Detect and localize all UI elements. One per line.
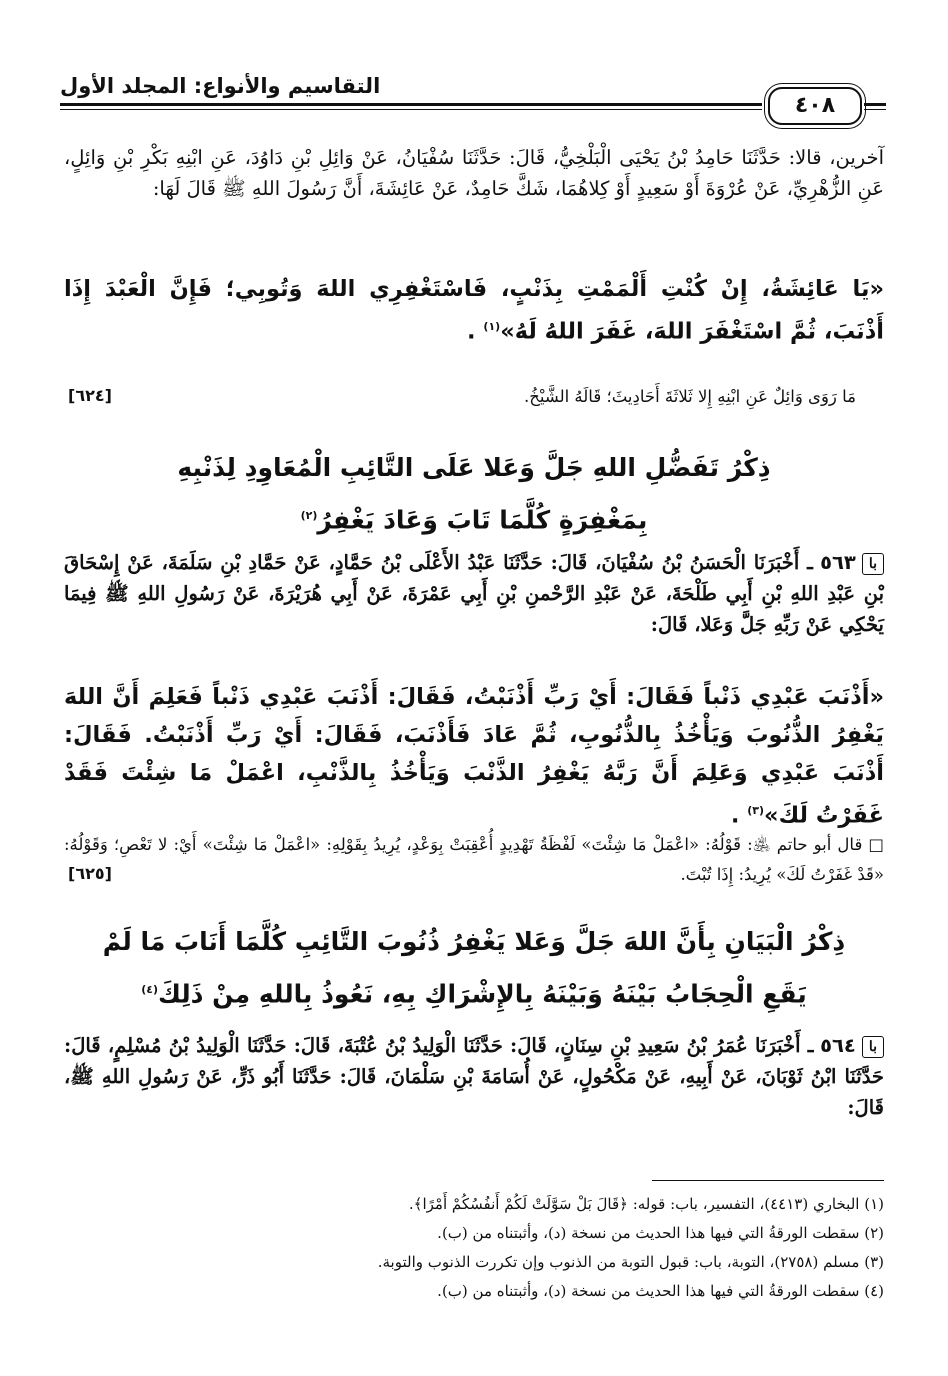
- isnad-paragraph-1: [64, 142, 884, 204]
- footnote-1: (١) البخاري (٤٤١٣)، التفسير، باب: قوله: ﴿قَالَ بَلْ سَوَّلَتْ لَكُمْ أَنفُسُكُمْ أَمْرًا﴾.: [408, 1195, 884, 1213]
- hadith-matn: «أَذْنَبَ عَبْدِي ذَنْباً فَقَالَ: أَيْ رَبِّ أَذْنَبْتُ، فَقَالَ: أَذْنَبَ عَبْدِي ذَنْباً فَعَلِمَ أَنَّ اللهَ يَغْفِرُ الذُّنُوبَ وَيَأْخُذُ بِالذُّنُوبِ، ثُمَّ عَادَ فَأَذْنَبَ، فَقَالَ: أَيْ رَبِّ أَذْنَبْتُ. فَقَالَ: أَذْنَبَ عَبْدِي وَعَلِمَ أَنَّ رَبَّهُ يَغْفِرُ الذَّنْبَ وَيَأْخُذُ بِالذَّنْبِ، اعْمَلْ مَا شِئْتَ فَقَدْ غَفَرْتُ لَكَ»: [64, 684, 884, 829]
- page-header: [60, 70, 886, 126]
- isnad-text: ـ أَخْبَرَنَا عُمَرُ بْنُ سَعِيدِ بْنِ سِنَانٍ، قَالَ: حَدَّثَنَا الْوَلِيدُ بْنُ عُتْبَةَ، قَالَ: حَدَّثَنَا الْوَلِيدُ بْنُ مُسْلِمٍ، قَالَ: حَدَّثَنَا ابْنُ ثَوْبَانَ، عَنْ أَبِيهِ، عَنْ مَكْحُولٍ، عَنْ أُسَامَةَ بْنِ سَلْمَانَ، قَالَ: حَدَّثَنَا أَبُو ذَرٍّ، عَنْ رَسُولِ اللهِ ﷺ، قَالَ:: [64, 1034, 884, 1119]
- footnotes: [64, 1190, 884, 1306]
- hadith-number: ٥٦٤: [820, 1034, 856, 1057]
- abu-hatim-comment: [64, 830, 884, 890]
- chapter-heading-2: [70, 918, 878, 1018]
- footnote-4: (٤) سقطت الورقةُ التي فيها هذا الحديث من نسخة (د)، وأثبتناه من (ب).: [437, 1282, 884, 1300]
- heading-line: ذِكْرُ الْبَيَانِ بِأَنَّ اللهَ جَلَّ وَعَلا يَغْفِرُ ذُنُوبَ التَّائِبِ كُلَّمَا أَنَابَ مَا لَمْ: [102, 927, 846, 956]
- chapter-heading-1: [70, 444, 878, 544]
- header-rule-thin: [60, 109, 762, 110]
- remark-text: مَا رَوَى وَائِلٌ عَنِ ابْنِهِ إِلا ثَلاثَةَ أَحَادِيثَ؛ قَالَهُ الشَّيْخُ.: [523, 387, 856, 406]
- footnote-2: (٢) سقطت الورقةُ التي فيها هذا الحديث من نسخة (د)، وأثبتناه من (ب).: [437, 1224, 884, 1242]
- remark-line: [64, 382, 856, 412]
- hadith-563-matn: «أَذْنَبَ عَبْدِي ذَنْباً فَقَالَ: أَيْ رَبِّ أَذْنَبْتُ، فَقَالَ: أَذْنَبَ عَبْدِي ذَنْباً فَعَلِمَ أَنَّ اللهَ يَغْفِرُ الذُّنُوبَ وَيَأْخُذُ بِالذُّنُوبِ، ثُمَّ عَادَ فَأَذْنَبَ، فَقَالَ: أَيْ رَبِّ أَذْنَبْتُ. فَقَالَ: أَذْنَبَ عَبْدِي وَعَلِمَ أَنَّ رَبَّهُ يَغْفِرُ الذَّنْبَ وَيَأْخُذُ بِالذَّنْبِ، اعْمَلْ مَا شِئْتَ فَقَدْ غَفَرْتُ لَكَ»$^{(٣)}$ .: [64, 684, 884, 829]
- hadith-564-isnad: [64, 1030, 884, 1123]
- footnote-separator: [652, 1180, 884, 1181]
- comment-text: □ قال أبو حاتم ﵁: قَوْلُهُ: «اعْمَلْ مَا شِئْتَ» لَفْظَةُ تَهْدِيدٍ أُعْقِبَتْ بِوَعْدٍ، يُرِيدُ بِقَوْلِهِ: «اعْمَلْ مَا شِئْتَ» أَيْ: لا تَعْصِ؛ وَقَوْلُهُ: «قَدْ غَفَرْتُ لَكَ» يُرِيدُ: إِذَا تُبْتَ.: [64, 835, 884, 884]
- hadith-matn: «يَا عَائِشَةُ، إِنْ كُنْتِ أَلْمَمْتِ بِذَنْبٍ، فَاسْتَغْفِرِي اللهَ وَتُوبِي؛ فَإِنَّ الْعَبْدَ إِذَا أَذْنَبَ، ثُمَّ اسْتَغْفَرَ اللهَ، غَفَرَ اللهُ لَهُ»: [64, 276, 884, 345]
- header-rule-thick: [60, 103, 762, 106]
- hadith-563-isnad: [64, 547, 884, 640]
- header-rule-right-thin: [864, 109, 886, 110]
- footnote-marker: (٢): [300, 509, 318, 522]
- hadith-text-1: «يَا عَائِشَةُ، إِنْ كُنْتِ أَلْمَمْتِ بِذَنْبٍ، فَاسْتَغْفِرِي اللهَ وَتُوبِي؛ فَإِنَّ الْعَبْدَ إِذَا أَذْنَبَ، ثُمَّ اسْتَغْفَرَ اللهَ، غَفَرَ اللهُ لَهُ»$^{(١)}$ .: [64, 276, 884, 345]
- footnote-marker: (١): [483, 320, 501, 333]
- footnote-marker: (٣): [747, 804, 765, 817]
- running-title: التقاسيم والأنواع: المجلد الأول: [60, 74, 381, 98]
- hadith-ornament-icon: ﺑﺎ: [862, 553, 884, 575]
- page-number: ٤٠٨: [768, 87, 862, 125]
- heading-line: يَقَعِ الْحِجَابُ بَيْنَهُ وَبَيْنَهُ بِالإِشْرَاكِ بِهِ، نَعُوذُ بِاللهِ مِنْ ذَلِكَ: [157, 979, 807, 1009]
- hadith-ornament-icon: ﺑﺎ: [862, 1036, 884, 1058]
- reference-number-624: [٦٢٤]: [68, 386, 112, 405]
- footnote-marker: (٤): [141, 983, 158, 996]
- isnad-text: آخرين، قالا: حَدَّثَنَا حَامِدُ بْنُ يَحْيَى الْبَلْخِيُّ، قَالَ: حَدَّثَنَا سُفْيَانُ، عَنْ وَائِلِ بْنِ دَاوُدَ، عَنِ ابْنِهِ بَكْرِ بْنِ وَائِلٍ، عَنِ الزُّهْرِيِّ، عَنْ عُرْوَةَ أَوْ سَعِيدٍ أَوْ كِلاهُمَا، شَكَّ حَامِدٌ، عَنْ عَائِشَةَ، أَنَّ رَسُولَ اللهِ ﷺ قَالَ لَهَا:: [64, 146, 884, 200]
- hadith-number: ٥٦٣: [820, 551, 856, 574]
- isnad-text: ـ أَخْبَرَنَا الْحَسَنُ بْنُ سُفْيَانَ، قَالَ: حَدَّثَنَا عَبْدُ الأَعْلَى بْنُ حَمَّادٍ، عَنْ حَمَّادِ بْنِ سَلَمَةَ، عَنْ إِسْحَاقَ بْنِ عَبْدِ اللهِ بْنِ أَبِي طَلْحَةَ، عَنْ عَبْدِ الرَّحْمنِ بْنِ أَبِي عَمْرَةَ، عَنْ أَبِي هُرَيْرَةَ، عَنْ رَسُولِ اللهِ ﷺ فِيمَا يَحْكِي عَنْ رَبِّهِ جَلَّ وَعَلا، قَالَ:: [64, 551, 884, 636]
- footnote-3: (٣) مسلم (٢٧٥٨)، التوبة، باب: قبول التوبة من الذنوب وإن تكررت الذنوب والتوبة.: [377, 1253, 884, 1271]
- heading-line: بِمَغْفِرَةٍ كُلَّمَا تَابَ وَعَادَ يَغْفِرُ: [317, 505, 648, 535]
- heading-line: ذِكْرُ تَفَضُّلِ اللهِ جَلَّ وَعَلا عَلَى التَّائِبِ الْمُعَاوِدِ لِذَنْبِهِ: [177, 453, 771, 482]
- header-rule-right-thick: [864, 103, 886, 106]
- reference-number-625: [٦٢٥]: [68, 864, 112, 883]
